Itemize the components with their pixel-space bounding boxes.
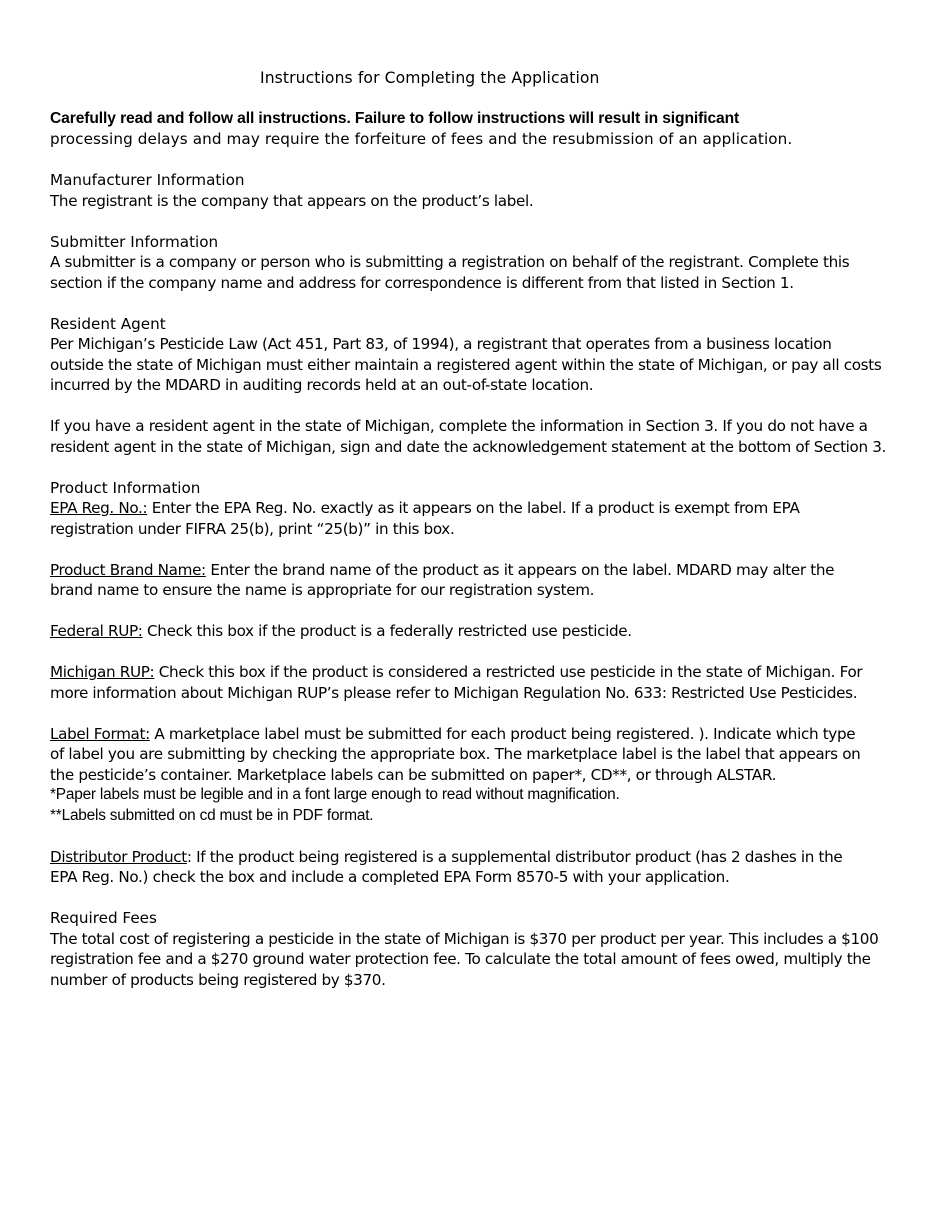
brand-name-paragraph — [50, 560, 910, 581]
paper-label-note: *Paper labels must be legible and in a font large enough to read without magnification. — [50, 786, 620, 803]
federal-rup-paragraph — [50, 621, 910, 642]
product-information-heading: Product Information — [50, 478, 201, 497]
required-fees-text-line: registration fee and a $270 ground water protection fee. To calculate the total amount of fees owed, multiply the — [50, 950, 871, 968]
label-format-paragraph — [50, 724, 910, 745]
resident-agent-text-line: If you have a resident agent in the state of Michigan, complete the information in Section 3. If you do not have a — [50, 417, 868, 435]
epa-reg-no-label: EPA Reg. No.: — [50, 499, 148, 517]
resident-agent-heading: Resident Agent — [50, 314, 166, 333]
michigan-rup-text: Check this box if the product is considered a restricted use pesticide in the state of Michigan. For — [154, 663, 863, 681]
distributor-product-text-line: EPA Reg. No.) check the box and include a completed EPA Form 8570-5 with your application. — [50, 868, 730, 886]
manufacturer-heading: Manufacturer Information — [50, 171, 245, 189]
federal-rup-label: Federal RUP: — [50, 622, 143, 640]
michigan-rup-paragraph — [50, 662, 910, 683]
submitter-text-line: A submitter is a company or person who is submitting a registration on behalf of the registrant. Complete this — [50, 253, 850, 271]
michigan-rup-text-line: more information about Michigan RUP’s please refer to Michigan Regulation No. 633: Restricted Use Pesticides. — [50, 683, 858, 702]
label-format-text-line: the pesticide’s container. Marketplace labels can be submitted on paper*, CD**, or through ALSTAR. — [50, 765, 777, 784]
brand-name-label: Product Brand Name: — [50, 560, 206, 579]
brand-name-text-line: brand name to ensure the name is appropriate for our registration system. — [50, 581, 595, 599]
cd-label-note: **Labels submitted on cd must be in PDF format. — [50, 806, 374, 824]
federal-rup-text: Check this box if the product is a federally restricted use pesticide. — [142, 622, 632, 640]
resident-agent-text-line: incurred by the MDARD in auditing records held at an out-of-state location. — [50, 376, 594, 394]
resident-agent-text-line: outside the state of Michigan must either maintain a registered agent within the state of Michigan, or pay all costs — [50, 355, 882, 374]
instructions-page — [50, 68, 910, 990]
label-format-text: A marketplace label must be submitted for each product being registered. ). Indicate which type — [149, 724, 856, 743]
required-fees-heading: Required Fees — [50, 909, 157, 927]
page-title: Instructions for Completing the Application — [260, 69, 600, 87]
epa-reg-no-text-line: registration under FIFRA 25(b), print “25(b)” in this box. — [50, 519, 455, 538]
label-format-text-line: of label you are submitting by checking the appropriate box. The marketplace label is the label that appears on — [50, 745, 861, 763]
distributor-product-text: : If the product being registered is a supplemental distributor product (has 2 dashes in the — [186, 847, 843, 866]
michigan-rup-label: Michigan RUP: — [50, 663, 155, 681]
label-format-label: Label Format: — [50, 724, 150, 743]
required-fees-text-line: The total cost of registering a pesticide in the state of Michigan is $370 per product per year. This includes a $100 — [50, 929, 879, 948]
required-fees-text-line: number of products being registered by $370. — [50, 970, 386, 989]
resident-agent-text-line: Per Michigan’s Pesticide Law (Act 451, Part 83, of 1994), a registrant that operates from a business location — [50, 335, 832, 353]
manufacturer-text: The registrant is the company that appears on the product’s label. — [50, 191, 534, 210]
epa-reg-no-paragraph — [50, 498, 910, 519]
distributor-product-label: Distributor Product — [50, 847, 187, 866]
intro-warning-continued: processing delays and may require the forfeiture of fees and the resubmission of an application. — [50, 130, 793, 148]
submitter-text-line: section if the company name and address for correspondence is different from that listed in Section 1. — [50, 273, 794, 292]
distributor-product-paragraph — [50, 847, 910, 868]
brand-name-text: Enter the brand name of the product as it appears on the label. MDARD may alter the — [205, 560, 835, 579]
submitter-heading: Submitter Information — [50, 232, 219, 251]
resident-agent-text-line: resident agent in the state of Michigan, sign and date the acknowledgement statement at the bottom of Section 3. — [50, 437, 887, 456]
intro-warning: Carefully read and follow all instructions. Failure to follow instructions will result in significant — [50, 109, 740, 127]
epa-reg-no-text: Enter the EPA Reg. No. exactly as it appears on the label. If a product is exempt from EPA — [147, 499, 800, 517]
